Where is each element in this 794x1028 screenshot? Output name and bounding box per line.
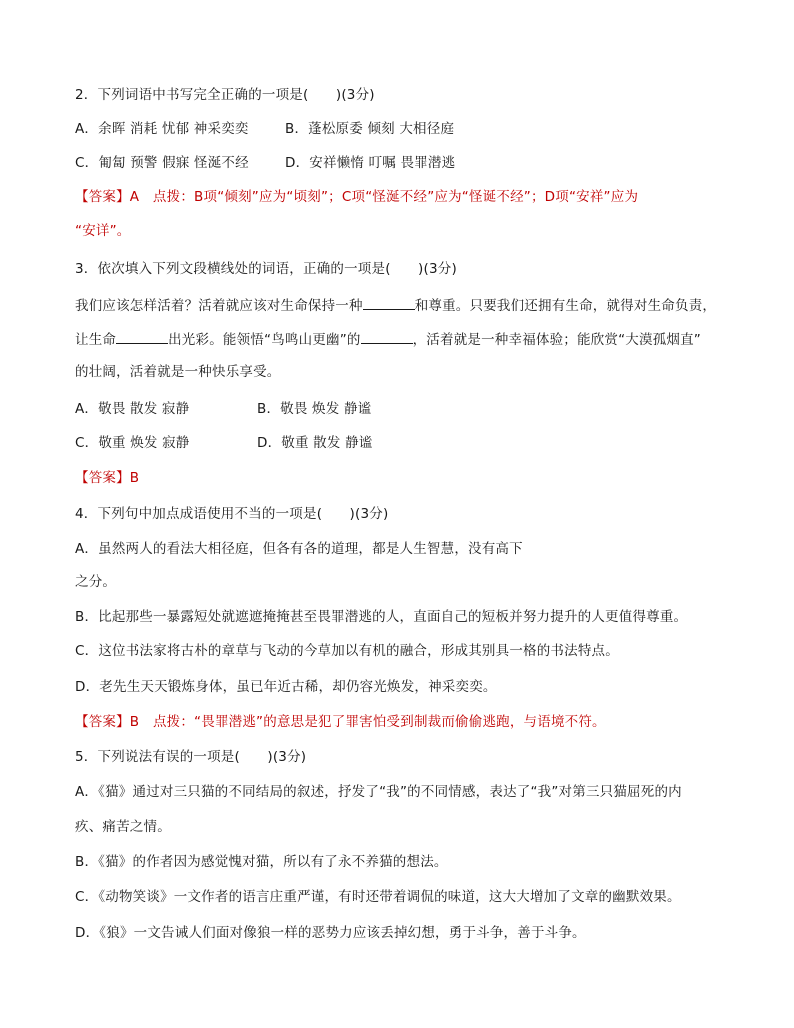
- question-4-option-b: B．比起那些一暴露短处就遮遮掩掩甚至畏罪潜逃的人，直面自己的短板并努力提升的人更值得尊重。: [75, 609, 688, 625]
- question-3-option-c: C．敬重 焕发 寂静: [75, 435, 190, 451]
- question-2-option-a: A．余晖 消耗 忧郁 神采奕奕: [75, 121, 249, 137]
- passage-text: 让生命: [75, 332, 117, 348]
- passage-text: ，活着就是一种幸福体验；能欣赏“大漠孤烟直”: [412, 332, 701, 348]
- question-4-option-a-continued: 之分。: [75, 574, 117, 590]
- question-4-option-d: D．老先生天天锻炼身体，虽已年近古稀，却仍容光焕发，神采奕奕。: [75, 679, 497, 695]
- question-3-passage-line-2: [75, 329, 701, 349]
- passage-text: 和尊重。只要我们还拥有生命，就得对生命负责，: [414, 298, 717, 314]
- fill-blank-2: [116, 329, 168, 344]
- question-5-option-b: B．《猫》的作者因为感觉愧对猫，所以有了永不养猫的想法。: [75, 854, 448, 870]
- question-3-option-d: D．敬重 散发 静谧: [257, 435, 373, 451]
- question-5-option-d: D．《狼》一文告诫人们面对像狼一样的恶势力应该丢掉幻想，勇于斗争，善于斗争。: [75, 925, 586, 941]
- question-4-stem: 4．下列句中加点成语使用不当的一项是( )(3分): [75, 506, 389, 522]
- question-4-answer: 【答案】B 点拨：“畏罪潜逃”的意思是犯了罪害怕受到制裁而偷偷逃跑，与语境不符。: [75, 714, 606, 730]
- passage-text: 出光彩。能领悟“鸟鸣山更幽”的: [168, 332, 361, 348]
- question-5-stem: 5．下列说法有误的一项是( )(3分): [75, 749, 307, 765]
- question-3-options-row-1: [75, 400, 371, 418]
- question-4-option-a: A．虽然两人的看法大相径庭，但各有各的道理，都是人生智慧，没有高下: [75, 541, 523, 557]
- question-2-options-row-2: [75, 154, 455, 172]
- question-5-option-a: A．《猫》通过对三只猫的不同结局的叙述，抒发了“我”的不同情感，表达了“我”对第三只猫屈死的内: [75, 784, 682, 800]
- question-3-passage-line-3: 的壮阔，活着就是一种快乐享受。: [75, 364, 281, 380]
- fill-blank-3: [361, 329, 413, 344]
- question-2-options-row-1: [75, 120, 454, 138]
- question-3-stem: 3．依次填入下列文段横线处的词语，正确的一项是( )(3分): [75, 261, 457, 277]
- question-2-option-d: D．安祥懒惰 叮嘱 畏罪潜逃: [285, 155, 456, 171]
- question-2-option-b: B．蓬松原委 倾刻 大相径庭: [285, 121, 455, 137]
- question-2-stem: 2．下列词语中书写完全正确的一项是( )(3分): [75, 87, 375, 103]
- question-5-option-c: C．《动物笑谈》一文作者的语言庄重严谨，有时还带着调侃的味道，这大大增加了文章的幽默效果。: [75, 889, 681, 905]
- question-2-option-c: C．匍匐 预警 假寐 怪涎不经: [75, 155, 249, 171]
- question-3-option-b: B．敬畏 焕发 静谧: [257, 401, 372, 417]
- fill-blank-1: [363, 295, 415, 310]
- question-4-option-c: C．这位书法家将古朴的章草与飞动的今草加以有机的融合，形成其别具一格的书法特点。: [75, 643, 619, 659]
- question-3-answer: 【答案】B: [75, 470, 140, 486]
- question-2-answer: 【答案】A 点拨：B项“倾刻”应为“顷刻”；C项“怪涎不经”应为“怪诞不经”；D项“安祥”应为: [75, 189, 639, 205]
- question-5-option-a-continued: 疚、痛苦之情。: [75, 819, 171, 835]
- question-3-options-row-2: [75, 434, 372, 452]
- question-3-option-a: A．敬畏 散发 寂静: [75, 401, 190, 417]
- question-2-answer-continued: “安详”。: [75, 223, 131, 239]
- question-3-passage-line-1: [75, 295, 716, 315]
- passage-text: 我们应该怎样活着？活着就应该对生命保持一种: [75, 298, 363, 314]
